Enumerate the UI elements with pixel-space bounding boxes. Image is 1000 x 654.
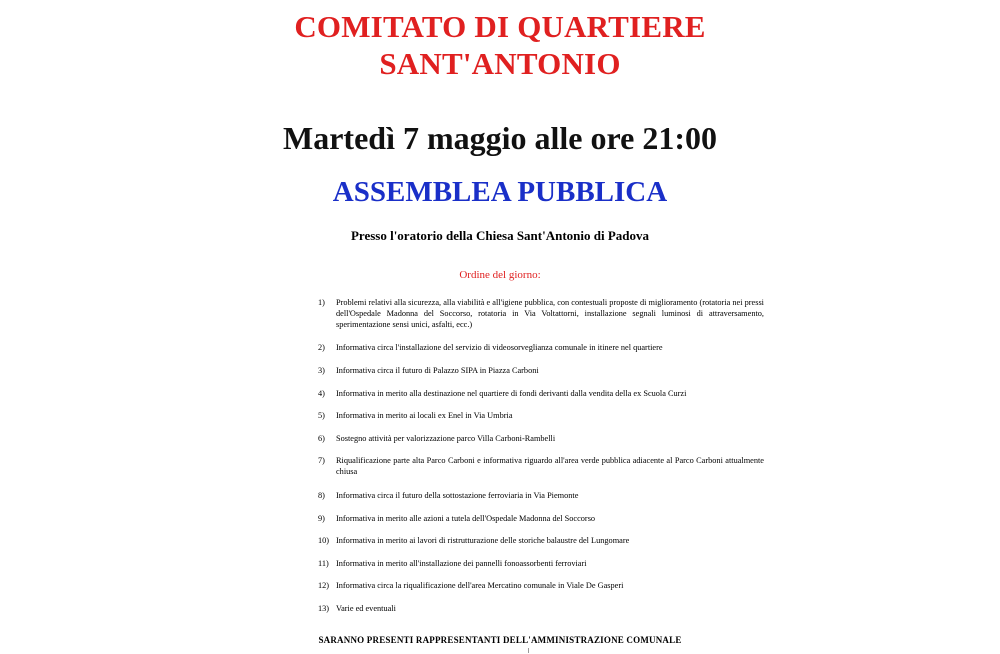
agenda-item-text: Varie ed eventuali [336, 604, 396, 613]
agenda-item-number: 10) [318, 536, 330, 545]
agenda-item-number: 13) [318, 604, 330, 613]
agenda-item-text: Informativa in merito alle azioni a tutela dell'Ospedale Madonna del Soccorso [336, 514, 596, 523]
agenda-item-text: Informativa in merito alla destinazione nel quartiere di fondi derivanti dalla vendita della ex Scuola Curzi [336, 389, 687, 398]
agenda-title: Ordine del giorno: [459, 269, 541, 281]
agenda-item-number: 9) [318, 514, 325, 523]
agenda-item-number: 5) [318, 411, 325, 420]
agenda-item [318, 603, 764, 614]
agenda-item [318, 490, 764, 501]
agenda-item-text: Informativa in merito ai lavori di ristrutturazione delle storiche balaustre del Lungomare [336, 536, 630, 545]
agenda-item-number: 11) [318, 559, 329, 568]
agenda-item [318, 365, 764, 376]
event-date: Martedì 7 maggio alle ore 21:00 [283, 120, 717, 156]
agenda-item [318, 558, 764, 569]
agenda-item [318, 297, 764, 330]
agenda-item [318, 342, 764, 353]
agenda-item-text: Informativa circa l'installazione del servizio di videosorveglianza comunale in itinere nel quartiere [336, 343, 663, 352]
agenda-item-number: 7) [318, 456, 325, 465]
agenda-item-text: Informativa in merito ai locali ex Enel in Via Umbria [336, 411, 513, 420]
agenda-item [318, 433, 764, 444]
agenda-item-text: Sostegno attività per valorizzazione parco Villa Carboni-Rambelli [336, 434, 556, 443]
agenda-item-number: 2) [318, 343, 325, 352]
agenda-item [318, 455, 764, 477]
agenda-item-text: Problemi relativi alla sicurezza, alla viabilità e all'igiene pubblica, con contestuali proposte di miglioramento (rotatoria nei pressi dell'Ospedale Madonna del Soccorso, rotatoria in Via Voltattorni, installazione segnali luminosi di attraversamento, sperimentazione sensi unici, asfalti, ecc.) [336, 298, 764, 329]
agenda-item [318, 410, 764, 421]
agenda-item [318, 535, 764, 546]
agenda-item-text: Informativa circa il futuro di Palazzo SIPA in Piazza Carboni [336, 366, 539, 375]
committee-title-line-2: SANT'ANTONIO [379, 46, 621, 81]
agenda-item-number: 3) [318, 366, 325, 375]
agenda-item-text: Informativa circa il futuro della sottostazione ferroviaria in Via Piemonte [336, 491, 579, 500]
agenda-item-text: Informativa circa la riqualificazione dell'area Mercatino comunale in Viale De Gasperi [336, 581, 624, 590]
committee-title-line-1: COMITATO DI QUARTIERE [294, 9, 706, 44]
agenda-item-number: 12) [318, 581, 330, 590]
event-venue: Presso l'oratorio della Chiesa Sant'Antonio di Padova [350, 228, 650, 243]
agenda-item-number: 4) [318, 389, 325, 398]
agenda-item-text: Riqualificazione parte alta Parco Carboni e informativa riguardo all'area verde pubblica adiacente al Parco Carboni attualmente chiusa [336, 456, 764, 476]
event-title: ASSEMBLEA PUBBLICA [332, 176, 668, 208]
agenda-item-text: Informativa in merito all'installazione dei pannelli fonoassorbenti ferroviari [336, 559, 587, 568]
agenda-item [318, 388, 764, 399]
agenda-item [318, 580, 764, 591]
agenda-item-number: 6) [318, 434, 325, 443]
agenda-item [318, 513, 764, 524]
footer-notice: SARANNO PRESENTI RAPPRESENTANTI DELL'AMMINISTRAZIONE COMUNALE [318, 635, 682, 645]
agenda-item-number: 8) [318, 491, 325, 500]
page-mark [528, 648, 529, 653]
agenda-item-number: 1) [318, 298, 325, 307]
